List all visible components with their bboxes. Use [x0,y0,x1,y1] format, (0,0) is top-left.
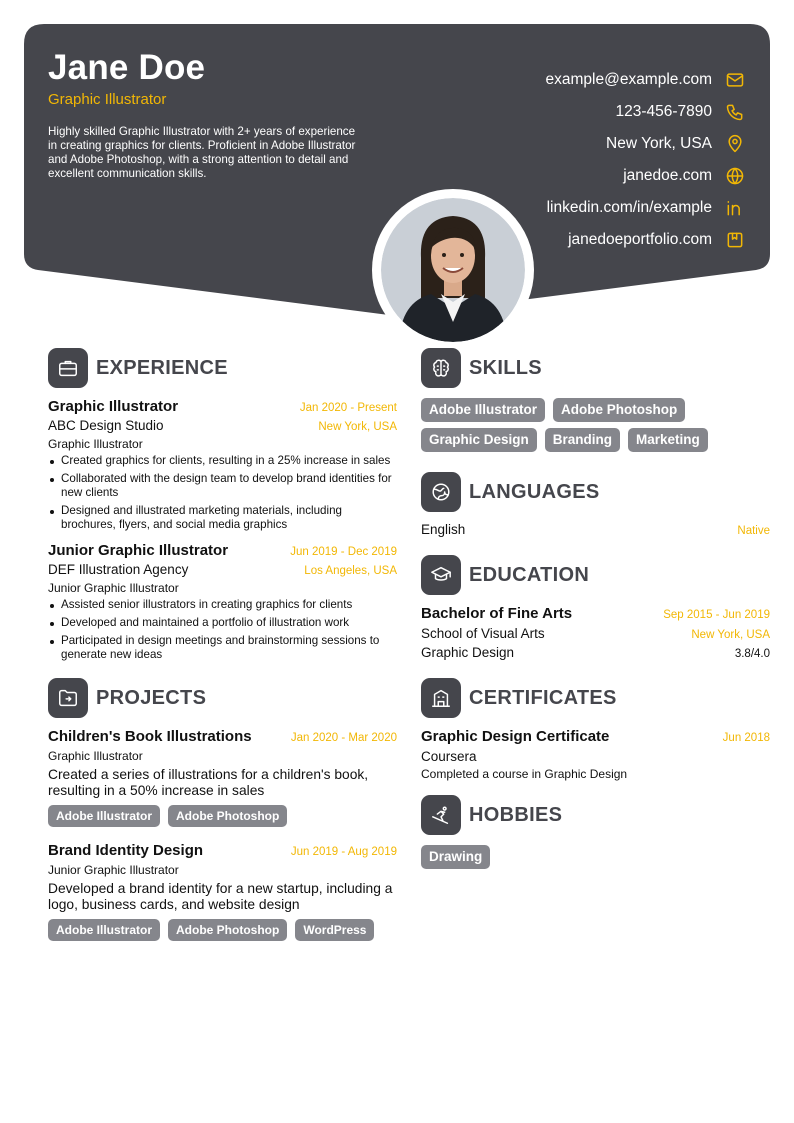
date-range: Sep 2015 - Jun 2019 [663,609,770,621]
tag: WordPress [295,919,374,941]
avatar [381,198,525,342]
contact-website[interactable] [366,160,746,192]
tag: Adobe Photoshop [168,919,287,941]
language-level: Native [737,525,770,537]
location: New York, USA [318,421,397,433]
date-range: Jan 2020 - Present [299,402,397,414]
skills-list [421,398,770,452]
tag-list [48,805,397,827]
experience-title: EXPERIENCE [96,356,228,379]
profile-photo [372,189,534,351]
phone-icon [724,101,746,123]
skills-title: SKILLS [469,356,542,379]
candidate-title: Graphic Illustrator [48,91,167,108]
list-item: Created graphics for clients, resulting in a 25% increase in sales [48,454,397,468]
company: ABC Design Studio [48,418,164,433]
folder-icon [48,678,88,718]
contact-location [366,128,746,160]
company: DEF Illustration Agency [48,562,189,577]
tag: Adobe Illustrator [48,805,160,827]
mail-icon [724,69,746,91]
degree: Bachelor of Fine Arts [421,605,573,622]
hobbies-title: HOBBIES [469,803,563,826]
skill-tag: Marketing [628,428,708,452]
location: Los Angeles, USA [304,565,397,577]
tag-list [48,919,397,941]
globe-icon [421,472,461,512]
certificate-date: Jun 2018 [722,732,770,744]
list-item: Designed and illustrated marketing materials, including brochures, flyers, and social media graphics [48,504,397,532]
hobby-tag: Drawing [421,845,490,869]
linkedin-text[interactable]: linkedin.com/in/example [546,199,712,216]
skill-tag: Adobe Photoshop [553,398,685,422]
certificate-item [421,728,770,781]
experience-item [48,542,397,662]
graduation-cap-icon [421,555,461,595]
tag: Adobe Photoshop [168,805,287,827]
briefcase-icon [48,348,88,388]
list-item: Collaborated with the design team to develop brand identities for new clients [48,472,397,500]
candidate-name: Jane Doe [48,48,206,87]
list-item: Assisted senior illustrators in creating graphics for clients [48,598,397,612]
certificates-header [421,678,770,718]
project-item [48,842,397,941]
email-text[interactable]: example@example.com [545,71,712,88]
experience-header [48,348,397,388]
portfolio-text[interactable]: janedoeportfolio.com [568,231,712,248]
contact-phone[interactable] [366,96,746,128]
language-name: English [421,522,466,537]
location: New York, USA [691,629,770,641]
phone-text[interactable]: 123-456-7890 [615,103,712,120]
globe-icon [724,165,746,187]
skill-tag: Graphic Design [421,428,537,452]
hobbies-header [421,795,770,835]
education-header [421,555,770,595]
projects-title: PROJECTS [96,686,207,709]
certificates-title: CERTIFICATES [469,686,617,709]
building-icon [421,678,461,718]
skiing-icon [421,795,461,835]
project-description: Created a series of illustrations for a children's book, resulting in a 50% increase in sales [48,767,369,798]
location-icon [724,133,746,155]
left-column [48,348,397,941]
bullet-list [48,454,397,532]
linkedin-icon [724,197,746,219]
field: Graphic Design [421,645,515,660]
list-item: Developed and maintained a portfolio of illustration work [48,616,397,630]
projects-header [48,678,397,718]
date-range: Jun 2019 - Aug 2019 [290,846,397,858]
skill-tag: Adobe Illustrator [421,398,545,422]
languages-header [421,472,770,512]
project-name: Brand Identity Design [48,842,204,859]
contact-email[interactable] [366,64,746,96]
hobbies-list [421,845,770,869]
subtitle: Graphic Illustrator [48,437,143,451]
gpa: 3.8/4.0 [734,648,770,660]
project-name: Children's Book Illustrations [48,728,252,745]
right-column [421,348,770,869]
tag: Adobe Illustrator [48,919,160,941]
certificate-issuer: Coursera [421,749,477,764]
experience-item [48,398,397,532]
date-range: Jun 2019 - Dec 2019 [290,546,397,558]
bookmark-icon [724,229,746,251]
project-role: Junior Graphic Illustrator [48,863,179,877]
language-row [421,522,770,537]
project-description: Developed a brand identity for a new startup, including a logo, business cards, and website design [48,881,393,912]
project-role: Graphic Illustrator [48,749,143,763]
brain-icon [421,348,461,388]
languages-title: LANGUAGES [469,480,600,503]
list-item: Participated in design meetings and brainstorming sessions to generate new ideas [48,634,397,662]
skills-header [421,348,770,388]
subtitle: Junior Graphic Illustrator [48,581,179,595]
date-range: Jan 2020 - Mar 2020 [290,732,397,744]
position: Graphic Illustrator [48,398,179,415]
certificate-description: Completed a course in Graphic Design [421,767,628,781]
certificate-name: Graphic Design Certificate [421,728,610,745]
website-text[interactable]: janedoe.com [623,167,712,184]
bullet-list [48,598,397,662]
summary: Highly skilled Graphic Illustrator with 2+ years of experience in creating graphics for clients. Proficient in Adobe Illustrator and Adobe Photoshop, with a strong attention to detail and excellent communication skills. [48,125,356,180]
school: School of Visual Arts [421,626,545,641]
education-title: EDUCATION [469,563,590,586]
skill-tag: Branding [545,428,620,452]
project-item [48,728,397,827]
position: Junior Graphic Illustrator [48,542,229,559]
location-text: New York, USA [606,135,712,152]
education-item [421,605,770,660]
